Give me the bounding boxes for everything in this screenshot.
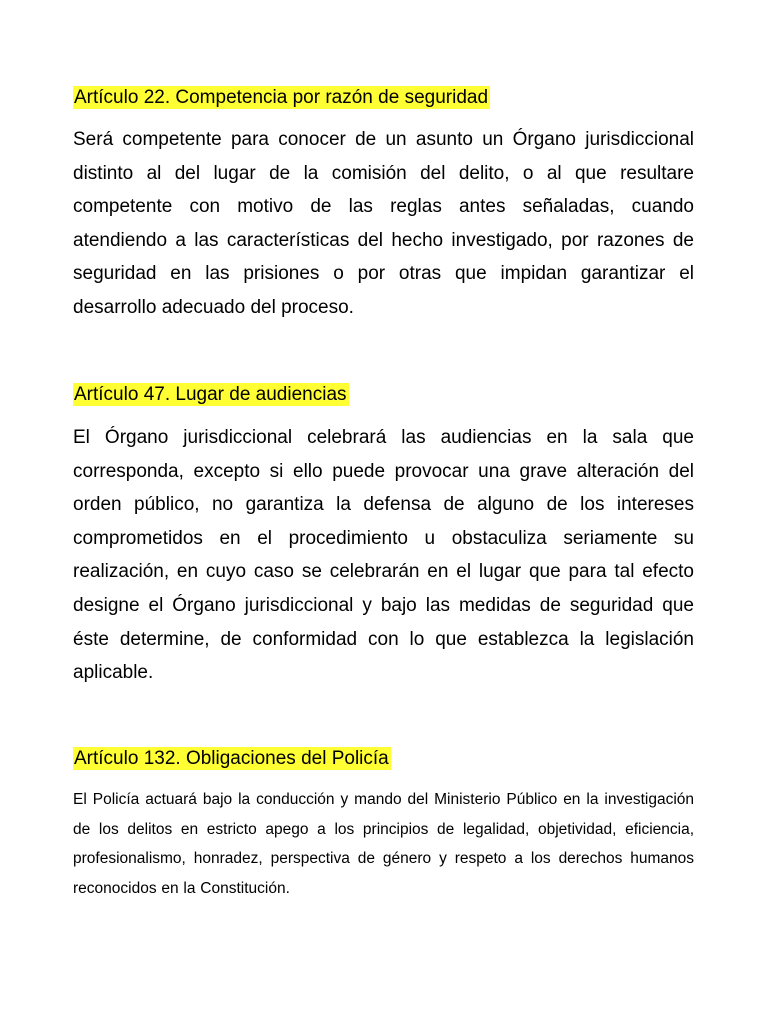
article-heading [73,747,694,771]
highlighted-heading-text: Artículo 22. Competencia por razón de seguridad [74,87,489,108]
article-body: El Órgano jurisdiccional celebrará las audiencias en la sala que corresponda, excepto si ello puede provocar una grave alteración del orden público, no garantiza la defensa de alguno de los intereses comprometidos en el procedimiento u obstaculiza seriamente su realización, en cuyo caso se celebrarán en el lugar que para tal efecto designe el Órgano jurisdiccional y bajo las medidas de seguridad que éste determine, de conformidad con lo que establezca la legislación aplicable. [73,427,694,684]
article-heading [73,383,694,407]
article-heading [73,86,694,110]
article-132 [73,747,694,903]
article-47 [73,383,694,690]
article-body: Será competente para conocer de un asunto un Órgano jurisdiccional distinto al del lugar de la comisión del delito, o al que resultare competente con motivo de las reglas antes señaladas, cuando atendiendo a las características del hecho investigado, por razones de seguridad en las prisiones o por otras que impidan garantizar el desarrollo adecuado del proceso. [73,129,694,318]
highlighted-heading-text: Artículo 132. Obligaciones del Policía [74,748,389,769]
article-22 [73,86,694,325]
highlighted-heading-text: Artículo 47. Lugar de audiencias [74,384,347,405]
article-body: El Policía actuará bajo la conducción y mando del Ministerio Público en la investigación de los delitos en estricto apego a los principios de legalidad, objetividad, eficiencia, profesionalismo, honradez, perspectiva de género y respeto a los derechos humanos reconocidos en la Constitución. [73,791,694,897]
